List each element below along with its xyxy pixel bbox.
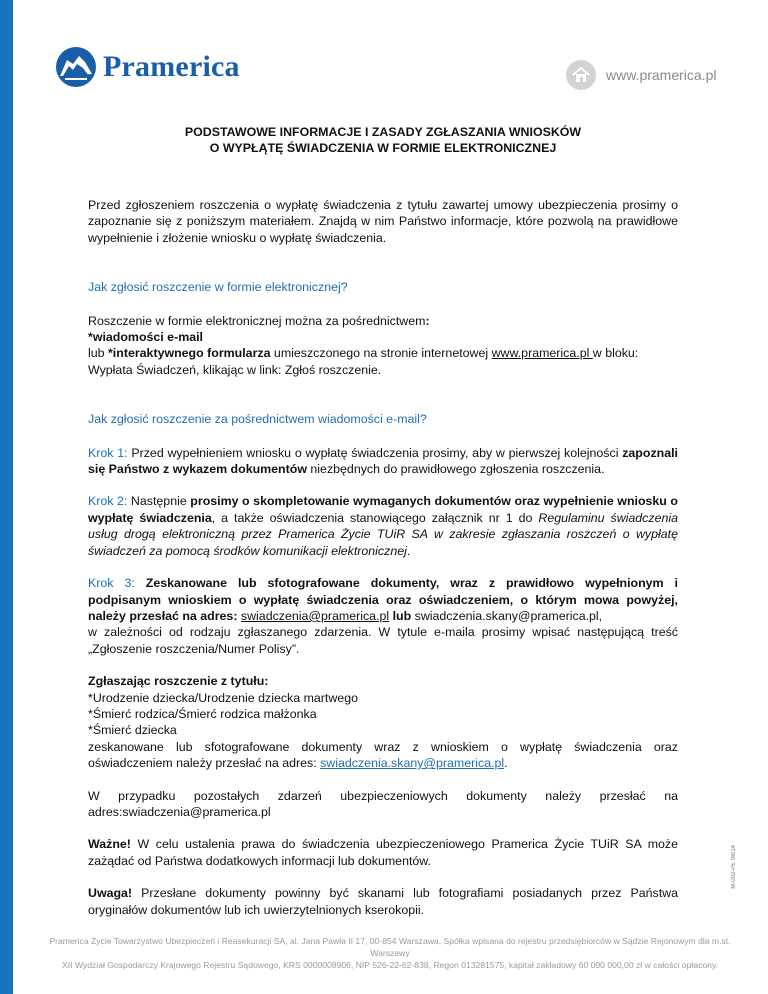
step-3-label: Krok 3: [88, 576, 135, 591]
claims-heading: Zgłaszając roszczenie z tytułu: [88, 674, 269, 689]
claims-section [88, 673, 678, 739]
important-note: Ważne! W celu ustalenia prawa do świadczenia ubezpieczeniowego Pramerica Życie TUiR SA może zażądać od Państwa dodatkowych informacji lub dokumentów. [88, 837, 678, 868]
step-2: Krok 2: Następnie prosimy o skompletowanie wymaganych dokumentów oraz wypełnienie wniosku o wypłatę świadczenia, a także oświadczenia stanowiącego załącznik nr 1 do Regulaminu świadczenia usług drogą elektroniczną przez Pramerica Życie TUiR SA w zakresie zgłaszania roszczeń o wypłatę świadczeń za pomocą środków komunikacji elektronicznej. [88, 494, 678, 558]
benefits-email-link[interactable]: swiadczenia@pramerica.pl [240, 608, 390, 623]
form-option: *interaktywnego formularza [107, 346, 271, 361]
electronic-methods: Roszczenie w formie elektronicznej można za pośrednictwem: *wiadomości e-mail lub *interaktywnego formularza umieszczonego na stronie internetowej www.pramerica.pl w bloku: Wypłata Świadczeń, klikając w link: Zgłoś roszczenie. [88, 313, 639, 377]
left-accent-bar [0, 0, 13, 994]
email-option: *wiadomości e-mail [88, 330, 203, 345]
other-events: W przypadku pozostałych zdarzeń ubezpieczeniowych dokumenty należy przesłać na adres:swiadczenia@pramerica.pl [88, 788, 678, 819]
pramerica-website-link[interactable]: www.pramerica.pl [491, 346, 593, 361]
scans-email-link[interactable]: swiadczenia.skany@pramerica.pl [320, 756, 505, 771]
intro-paragraph: Przed zgłoszeniem roszczenia o wypłatę świadczenia z tytułu zawartej umowy ubezpieczenia prosimy o zapoznanie się z poniższym materiałem. Znajdą w nim Państwo informacje, które pozwolą na prawidłowe wypełnienie i złożenie wniosku o wypłatę świadczenia. [88, 198, 678, 245]
step-1: Krok 1: Przed wypełnieniem wniosku o wypłatę świadczenia prosimy, aby w pierwszej kolejności zapoznali się Państwo z wykazem dokumentów niezbędnych do prawidłowego zgłoszenia roszczenia. [88, 445, 678, 477]
claims-instruction: zeskanowane lub sfotografowane dokumenty wraz z wnioskiem o wypłatę świadczenia oraz oświadczeniem należy przesłać na adres: swiadczenia.skany@pramerica.pl. [88, 739, 678, 771]
rock-of-gibraltar-icon [55, 46, 97, 88]
step-2-label: Krok 2: [88, 494, 128, 509]
brand-name: Pramerica [103, 50, 240, 83]
claim-item: *Śmierć rodzica/Śmierć rodzica małżonka [88, 706, 317, 721]
attention-note: Uwaga! Przesłane dokumenty powinny być skanami lub fotografiami posiadanych przez Państwa oryginałów dokumentów lub ich uwierzytelnionych kserokopii. [88, 886, 678, 917]
footer-legal: Pramerica Życie Towarzystwo Ubezpieczeń i Reasekuracji SA, al. Jana Pawła II 17, 00-854 Warszawa, Spółka wpisana do rejestru przedsiębiorców w Sądzie Rejonowym dla m.st. Warszawy XII Wydział Gospodarczy Krajowego Rejestru Sądowego, KRS 0000008906, NIP 526-22-62-838, Regon 013281575, kapitał zakładowy 60 000 000,00 zł w całości opłacony. [49, 936, 731, 970]
website-header[interactable] [566, 60, 716, 90]
document-code: M-002-PE 08/14 [731, 845, 737, 889]
step-3: Krok 3: Zeskanowane lub sfotografowane dokumenty, wraz z prawidłowo wypełnionym i podpisanym wnioskiem o wypłatę świadczenia oraz oświadczeniem, o którym mowa powyżej, należy przesłać na adres: swiadczenia@pramerica.pl lub swiadczenia.skany@pramerica.pl, w zależności od rodzaju zgłaszanego zdarzenia. W tytule e-maila prosimy wpisać następującą treść „Zgłoszenie roszczenia/Numer Polisy”. [88, 576, 678, 656]
step-1-label: Krok 1: [88, 445, 128, 460]
question-email: Jak zgłosić roszczenie za pośrednictwem wiadomości e-mail? [88, 412, 427, 427]
claim-item: *Urodzenie dziecka/Urodzenie dziecka martwego [88, 690, 358, 705]
document-title: PODSTAWOWE INFORMACJE I ZASADY ZGŁASZANIA WNIOSKÓW O WYPŁĄTĘ ŚWIADCZENIA W FORMIE ELEKTRONICZNEJ [184, 125, 582, 155]
claim-item: *Śmierć dziecka [88, 723, 177, 738]
document-body [88, 118, 678, 918]
home-icon [566, 60, 596, 90]
question-electronic: Jak zgłosić roszczenie w formie elektronicznej? [88, 280, 348, 295]
pramerica-logo[interactable] [55, 42, 240, 92]
website-url: www.pramerica.pl [606, 67, 717, 83]
